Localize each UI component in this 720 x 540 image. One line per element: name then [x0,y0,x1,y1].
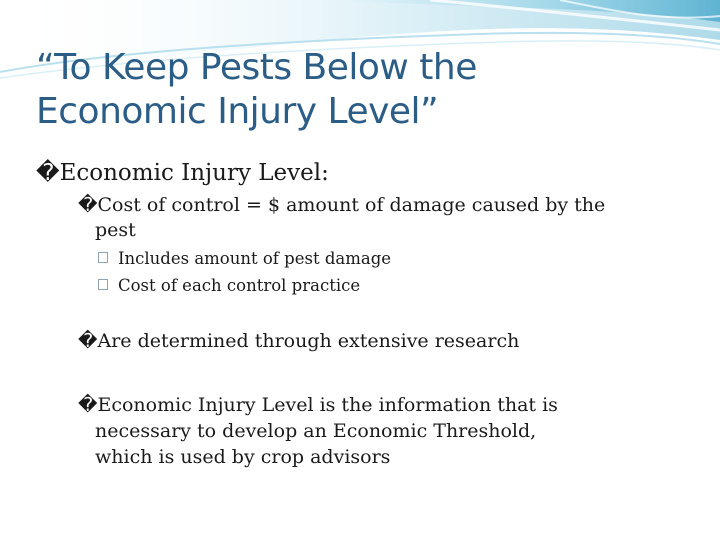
bullet-threshold [78,394,558,416]
slide-title-line-2: Economic Injury Level” [36,91,439,132]
bullet-heading [36,160,329,186]
bullet-glyph-icon: � [78,394,98,416]
list-item-text: Cost of each control practice [118,276,361,295]
bullet-threshold-text-line-2: necessary to develop an Economic Threshold, [95,420,537,442]
slide-title [36,46,636,134]
square-bullet-icon [98,252,108,263]
square-bullet-icon [98,279,108,290]
bullet-research-text: Are determined through extensive research [97,330,520,352]
slide-title-line-1: “To Keep Pests Below the [36,47,477,88]
bullet-threshold-text-line-1: Economic Injury Level is the information that is [97,394,558,416]
heading-text: Economic Injury Level: [59,160,329,186]
sub-bullet-cost-of-control [78,194,605,216]
bullet-glyph-icon: � [78,194,98,216]
bullet-glyph-icon: � [36,160,60,186]
bullet-research [78,330,519,352]
bullet-glyph-icon: � [78,330,98,352]
list-item [98,276,360,295]
list-item [98,249,391,268]
bullet-threshold-text-line-3: which is used by crop advisors [95,446,391,468]
sub-bullet-text-line-1: Cost of control = $ amount of damage caused by the [97,194,606,216]
list-item-text: Includes amount of pest damage [118,249,392,268]
sub-bullet-text-line-2: pest [95,219,136,241]
